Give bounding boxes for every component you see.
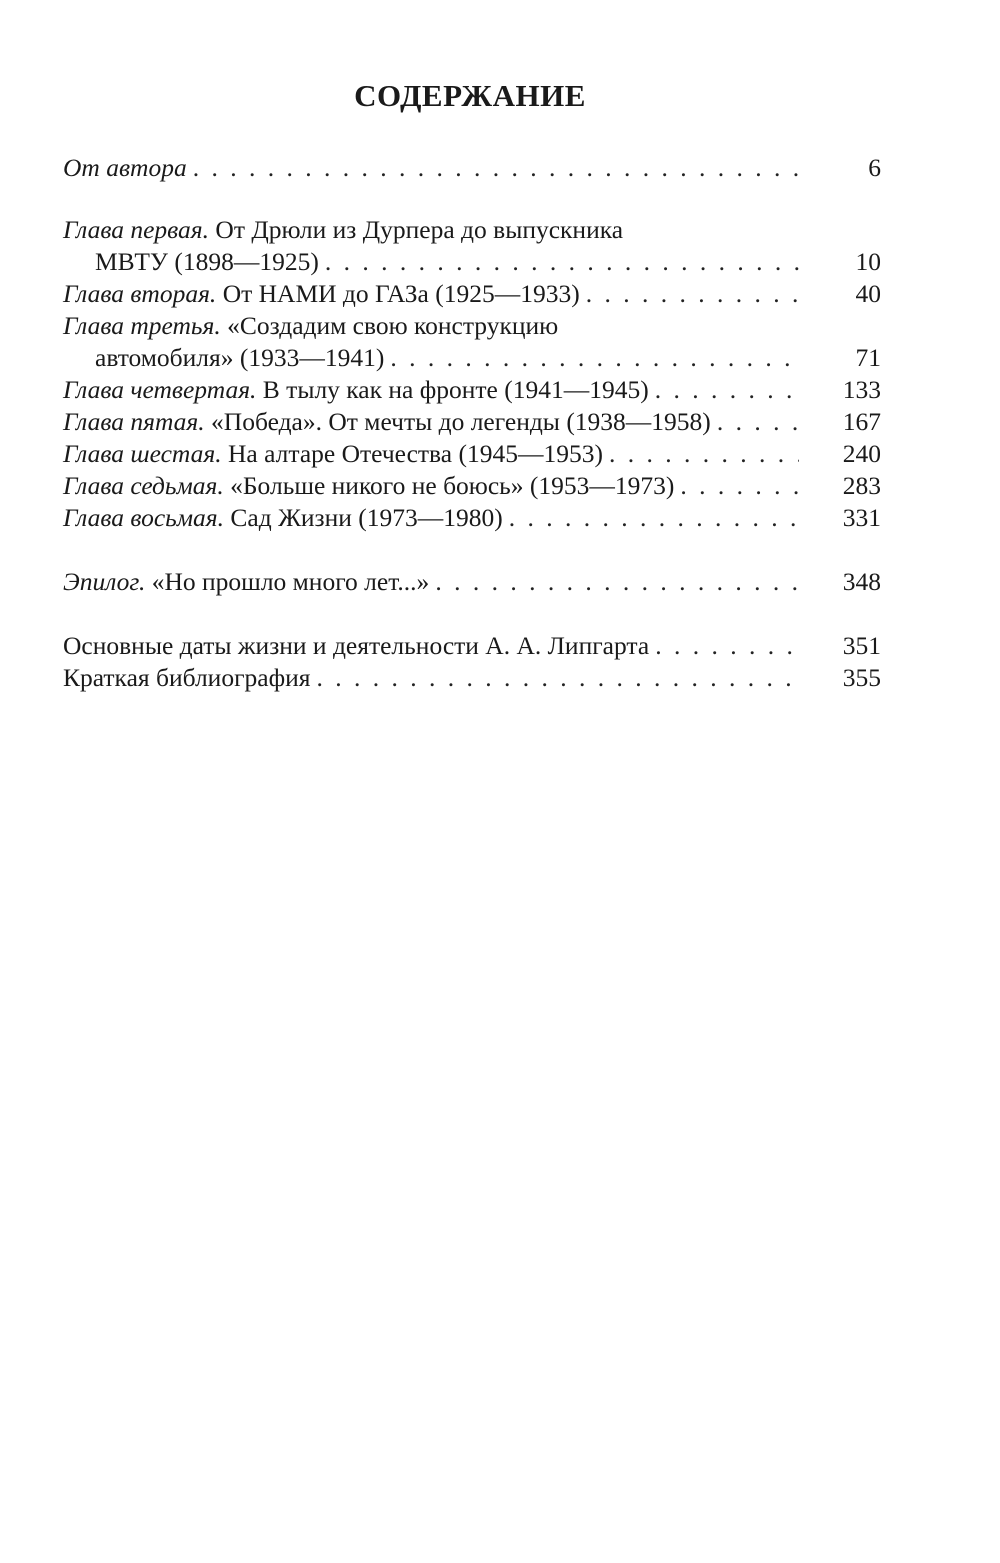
dot-leader [435, 566, 799, 598]
dot-leader [325, 246, 799, 278]
toc-entry-page: 283 [842, 471, 881, 500]
toc-title: СОДЕРЖАНИЕ [354, 78, 586, 113]
toc-entry-label: Глава пятая. [63, 407, 205, 436]
dot-leader [655, 630, 799, 662]
dot-leader [609, 438, 799, 470]
toc-entry-text: Сад Жизни (1973—1980) [224, 503, 503, 532]
toc-entry-page: 40 [855, 279, 881, 308]
dot-leader [680, 470, 799, 502]
toc-entry-page: 351 [842, 631, 881, 660]
dot-leader [655, 374, 799, 406]
dot-leader [586, 278, 799, 310]
toc-entry-page: 331 [842, 503, 881, 532]
toc-entry-key-dates [63, 630, 881, 662]
dot-leader [717, 406, 799, 438]
toc-entry-label: Эпилог. [63, 567, 146, 596]
toc-entry-text: «Создадим свою конструкцию [220, 311, 559, 340]
dot-leader [509, 502, 799, 534]
toc-entry-author-foreword [63, 152, 881, 184]
toc-entry-chapter-1 [63, 214, 881, 278]
toc-entry-chapter-3 [63, 310, 881, 374]
toc-entry-bibliography [63, 662, 881, 694]
toc-entry-chapter-5 [63, 406, 881, 438]
toc-entry-epilogue [63, 566, 881, 598]
toc-entry-chapter-4 [63, 374, 881, 406]
toc-entry-text-continued: МВТУ (1898—1925) [95, 247, 319, 276]
toc-entry-text: «Победа». От мечты до легенды (1938—1958) [204, 407, 711, 436]
dot-leader [193, 152, 799, 184]
toc-entry-page: 133 [842, 375, 881, 404]
toc-entry-page: 71 [855, 343, 881, 372]
toc-entry-text-continued: автомобиля» (1933—1941) [95, 343, 385, 372]
toc-entry-text: «Но прошло много лет...» [145, 567, 430, 596]
toc-entry-label: Глава третья. [63, 311, 221, 340]
toc-entry-label: Глава вторая. [63, 279, 217, 308]
dot-leader [390, 342, 799, 374]
toc-entry-chapter-7 [63, 470, 881, 502]
toc-entry-label: Глава первая. [63, 215, 210, 244]
toc-entry-chapter-8 [63, 502, 881, 534]
toc-entry-page: 240 [842, 439, 881, 468]
toc-entry-label: Глава четвертая. [63, 375, 257, 404]
table-of-contents [63, 152, 881, 694]
toc-entry-page: 6 [868, 153, 881, 182]
toc-entry-text: От НАМИ до ГАЗа (1925—1933) [216, 279, 580, 308]
toc-entry-page: 348 [842, 567, 881, 596]
toc-entry-chapter-6 [63, 438, 881, 470]
toc-entry-label: Глава шестая. [63, 439, 222, 468]
toc-entry-text: В тылу как на фронте (1941—1945) [256, 375, 649, 404]
toc-entry-label: Глава восьмая. [63, 503, 225, 532]
toc-entry-page: 355 [842, 663, 881, 692]
toc-entry-page: 10 [855, 247, 881, 276]
dot-leader [317, 662, 800, 694]
toc-entry-text: На алтаре Отечества (1945—1953) [221, 439, 603, 468]
toc-entry-text: От Дрюли из Дурпера до выпускника [209, 215, 624, 244]
toc-entry-label: От автора [63, 153, 187, 182]
toc-entry-text: Основные даты жизни и деятельности А. А. Липгарта [63, 631, 650, 660]
toc-entry-text: Краткая библиография [63, 663, 311, 692]
toc-entry-text: «Больше никого не боюсь» (1953—1973) [223, 471, 675, 500]
toc-entry-chapter-2 [63, 278, 881, 310]
toc-entry-label: Глава седьмая. [63, 471, 224, 500]
toc-entry-page: 167 [842, 407, 881, 436]
